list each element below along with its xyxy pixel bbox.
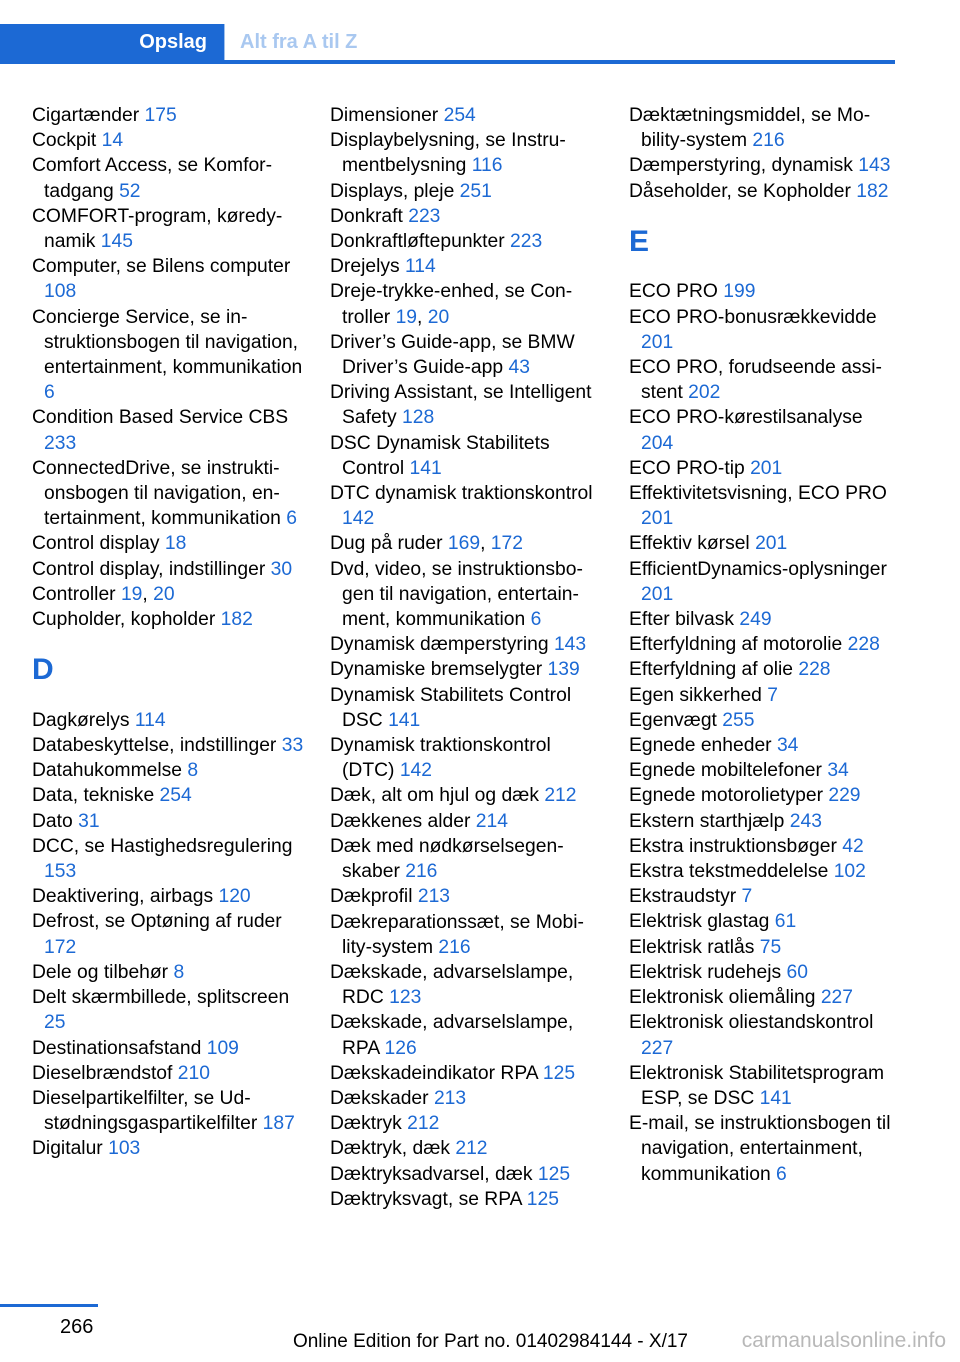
page-link[interactable]: 125 <box>542 1062 576 1084</box>
page-link[interactable]: 125 <box>537 1163 571 1185</box>
page-link[interactable]: 216 <box>438 936 471 958</box>
page-link[interactable]: 43 <box>508 357 530 379</box>
page-link[interactable]: 20 <box>427 306 450 328</box>
page-link[interactable]: 34 <box>776 735 799 757</box>
section-letter: D <box>32 653 54 687</box>
page-separator: , <box>142 583 154 605</box>
index-entry-text: Dynamisk dæmperstyring <box>330 634 554 656</box>
index-entry <box>330 481 606 531</box>
index-entry <box>629 456 899 481</box>
index-entry <box>32 103 308 128</box>
index-entry <box>629 733 899 758</box>
index-entry-text: Dynamiske bremselygter <box>330 659 548 681</box>
page-link[interactable]: 6 <box>286 508 297 530</box>
page-link[interactable]: 6 <box>776 1163 787 1185</box>
index-entry <box>629 1061 899 1111</box>
index-entry-text: Dæktryk <box>330 1113 408 1135</box>
index-entry <box>330 229 606 254</box>
page-link[interactable]: 243 <box>789 810 822 832</box>
index-entry <box>629 960 899 985</box>
page-link[interactable]: 216 <box>752 130 785 152</box>
page-link[interactable]: 52 <box>119 180 141 202</box>
index-entry <box>330 204 606 229</box>
index-entry-text: Efterfyldning af motorolie <box>629 634 848 656</box>
index-entry-text: Dato <box>32 810 79 832</box>
page-link[interactable]: 75 <box>759 936 782 958</box>
index-entry-text: Dækskade, advarselslampe, RDC <box>330 961 574 1009</box>
index-entry-text: Effektiv kørsel <box>629 533 756 555</box>
page-link[interactable]: 201 <box>641 331 674 353</box>
index-entry-text: Elektronisk oliestandskontrol <box>629 1012 874 1034</box>
page-link[interactable]: 233 <box>44 432 77 454</box>
page-link[interactable]: 143 <box>858 155 891 177</box>
index-entry-text: Dvd, video, se instruktionsbogen til navigation, entertainment, kommunikation <box>330 558 583 631</box>
page-link[interactable]: 214 <box>475 810 508 832</box>
index-entry <box>32 254 308 304</box>
index-entry <box>330 531 606 556</box>
index-entry-text: Efterfyldning af olie <box>629 659 799 681</box>
page-link[interactable]: 213 <box>433 1087 467 1109</box>
page-separator: , <box>417 306 428 328</box>
page-link[interactable]: 8 <box>187 760 199 782</box>
index-entry-text: Cupholder, kopholder <box>32 609 221 631</box>
page-link[interactable]: 18 <box>164 533 187 555</box>
page-link[interactable]: 227 <box>820 987 853 1009</box>
page-link[interactable]: 212 <box>455 1138 488 1160</box>
page-link[interactable]: 175 <box>144 105 177 126</box>
index-entry <box>629 909 899 934</box>
index-entry <box>330 632 606 657</box>
page-link[interactable]: 108 <box>44 281 77 303</box>
index-entry <box>330 103 606 128</box>
index-entry <box>629 355 899 405</box>
index-entry <box>629 859 899 884</box>
page-link[interactable]: 216 <box>405 861 438 883</box>
page-link[interactable]: 153 <box>44 861 77 883</box>
index-entry-text: Dækkenes alder <box>330 810 476 832</box>
index-entry <box>629 884 899 909</box>
index-entry-text: Dæmperstyring, dynamisk <box>629 155 859 177</box>
index-entry-text: COMFORT-program, køredynamik <box>32 205 283 253</box>
index-entry-text: Elektronisk Stabilitetsprogram ESP, se DSC <box>629 1062 885 1109</box>
index-entry <box>330 179 606 204</box>
page-link[interactable]: 249 <box>739 609 772 631</box>
index-entry <box>32 456 308 532</box>
page-link[interactable]: 199 <box>723 281 756 303</box>
index-entry <box>32 834 308 884</box>
index-entry <box>629 985 899 1010</box>
page-link[interactable]: 34 <box>827 760 849 782</box>
index-entry <box>629 683 899 708</box>
index-entry-text: Egnede mobiltelefoner <box>629 760 828 782</box>
index-entry <box>330 733 606 783</box>
index-entry <box>330 1010 606 1060</box>
index-entry-text: ConnectedDrive, se instruktionsbogen til navigation, entertainment, kommunikation <box>32 457 287 530</box>
page-link[interactable]: 6 <box>44 382 55 404</box>
index-entry <box>629 657 899 682</box>
index-entry-text: Dagkørelys <box>32 709 135 731</box>
header-rule <box>0 60 895 64</box>
index-entry <box>629 708 899 733</box>
index-entry-text: Dåseholder, se Kopholder <box>629 180 857 202</box>
page-link[interactable]: 7 <box>741 886 753 908</box>
index-entry-text: Dug på ruder <box>330 533 448 555</box>
index-entry <box>629 481 899 531</box>
index-column-2 <box>330 103 606 1212</box>
index-entry-text: ECO PRO, forudseende assistent <box>629 357 882 404</box>
page-link[interactable]: 202 <box>688 382 721 404</box>
page-link[interactable]: 139 <box>547 659 580 681</box>
index-entry-text: Ekstern starthjælp <box>629 810 790 832</box>
index-entry <box>629 1111 899 1187</box>
page-link[interactable]: 223 <box>510 231 543 253</box>
index-entry <box>32 985 308 1035</box>
index-entry <box>32 531 308 556</box>
page-link[interactable]: 201 <box>755 533 788 555</box>
index-entry <box>32 204 308 254</box>
index-entry-text: Controller <box>32 583 121 605</box>
index-entry-text: ECO PRO-bonusrækkevidde <box>629 306 877 328</box>
page-link[interactable]: 169 <box>447 533 481 555</box>
index-entry <box>629 607 899 632</box>
index-entry-text: Egnede enheder <box>629 735 777 757</box>
index-column-1 <box>32 103 308 1162</box>
page-link[interactable]: 19 <box>120 583 143 605</box>
index-entry <box>32 128 308 153</box>
index-entry <box>330 960 606 1010</box>
index-entry <box>330 1061 606 1086</box>
index-entry-text: Efter bilvask <box>629 609 740 631</box>
page-link[interactable]: 212 <box>544 785 577 807</box>
page-link[interactable]: 60 <box>786 961 808 983</box>
index-entry-text: Data, tekniske <box>32 785 160 807</box>
index-entry-text: Computer, se Bilens computer <box>32 256 291 278</box>
index-entry <box>629 758 899 783</box>
index-entry <box>330 683 606 733</box>
index-entry <box>629 153 899 178</box>
index-entry-text: ECO PRO <box>629 281 724 303</box>
index-entry-text: Dæktryk, dæk <box>330 1138 456 1160</box>
page-link[interactable]: 210 <box>177 1062 210 1084</box>
page-link[interactable]: 120 <box>218 886 251 908</box>
index-entry <box>32 733 308 758</box>
page-link[interactable]: 227 <box>641 1037 674 1059</box>
tab-opslag[interactable]: Opslag <box>0 24 224 60</box>
index-entry <box>32 960 308 985</box>
index-entry <box>32 1061 308 1086</box>
page-link[interactable]: 223 <box>408 205 441 227</box>
index-entry <box>629 279 899 304</box>
index-entry <box>32 909 308 959</box>
page-link[interactable]: 8 <box>173 961 185 983</box>
page-link[interactable]: 254 <box>159 785 192 807</box>
index-entry-text: Cockpit <box>32 130 102 152</box>
index-entry <box>32 783 308 808</box>
index-entry-text: Dækskader <box>330 1087 434 1109</box>
page-link[interactable]: 141 <box>388 709 421 731</box>
page-link[interactable]: 145 <box>100 231 133 253</box>
page-link[interactable]: 103 <box>108 1138 141 1160</box>
page-link[interactable]: 212 <box>407 1113 440 1135</box>
index-entry-text: ECO PRO-tip <box>629 457 751 479</box>
index-entry-text: DTC dynamisk traktionskontrol <box>330 483 593 505</box>
tab-separator <box>224 24 225 60</box>
index-entry-text: Displays, pleje <box>330 180 460 202</box>
page-link[interactable]: 25 <box>44 1012 66 1034</box>
index-entry-text: Dækreparationssæt, se Mobility-system <box>330 911 584 958</box>
index-entry-text: Driver’s Guide-app, se BMW Driver’s Guide-app <box>330 331 575 379</box>
index-entry <box>330 1162 606 1187</box>
index-entry-text: Digitalur <box>32 1138 109 1160</box>
index-entry <box>32 405 308 455</box>
index-entry <box>330 783 606 808</box>
index-entry-text: Dieselbrændstof <box>32 1062 178 1084</box>
page-link[interactable]: 31 <box>78 810 100 832</box>
page-link[interactable]: 201 <box>641 508 674 530</box>
index-entry-text: Ekstra tekstmeddelelse <box>629 861 834 883</box>
page-link[interactable]: 254 <box>443 105 476 126</box>
index-entry-text: Dele og tilbehør <box>32 961 174 983</box>
index-entry-text: Deaktivering, airbags <box>32 886 219 908</box>
index-entry-text: DCC, se Hastighedsregulering <box>32 835 293 857</box>
index-entry <box>32 809 308 834</box>
page-link[interactable]: 33 <box>281 735 304 757</box>
index-entry-text: Dynamisk Stabilitets Control DSC <box>330 684 572 731</box>
page-link[interactable]: 182 <box>856 180 889 202</box>
index-entry <box>629 809 899 834</box>
index-entry-text: Dæktryksadvarsel, dæk <box>330 1163 538 1185</box>
index-entry-text: Dreje-trykke-enhed, se Controller <box>330 281 573 328</box>
index-column-3 <box>629 103 899 1187</box>
index-entry <box>330 330 606 380</box>
index-entry-text: Condition Based Service CBS <box>32 407 289 429</box>
index-entry <box>629 103 899 153</box>
index-entry <box>629 935 899 960</box>
index-entry-text: Dækprofil <box>330 886 418 908</box>
index-entry <box>32 758 308 783</box>
index-entry <box>32 582 308 607</box>
index-entry <box>629 557 899 607</box>
page-link[interactable]: 19 <box>395 306 418 328</box>
index-entry-text: Elektronisk oliemåling <box>629 987 821 1009</box>
page-link[interactable]: 7 <box>767 684 778 706</box>
page-link[interactable]: 14 <box>101 130 124 152</box>
index-entry-text: Comfort Access, se Komfortadgang <box>32 155 273 202</box>
index-entry-text: Dynamisk traktionskontrol (DTC) <box>330 735 551 782</box>
index-entry-text: Elektrisk rudehejs <box>629 961 787 983</box>
page-link[interactable]: 141 <box>409 457 442 479</box>
edition-note: Online Edition for Part no. 01402984144 - X/17 <box>292 1331 688 1352</box>
index-entry <box>32 305 308 406</box>
page-link[interactable]: 142 <box>342 508 375 530</box>
index-entry-text: Dækskade, advarselslampe, RPA <box>330 1012 574 1059</box>
index-entry-text: Effektivitetsvisning, ECO PRO <box>629 483 887 505</box>
index-entry-text: Egnede motorolietyper <box>629 785 829 807</box>
index-entry <box>330 834 606 884</box>
page-link[interactable]: 128 <box>402 407 435 429</box>
index-entry-text: Concierge Service, se instruktionsbogen til navigation, entertainment, kommunikation <box>32 306 303 379</box>
index-entry <box>32 607 308 632</box>
index-entry-text: Drejelys <box>330 256 405 278</box>
page-link[interactable]: 172 <box>490 533 523 555</box>
index-entry-text: Driving Assistant, se Intelligent Safety <box>330 382 592 429</box>
index-entry <box>330 1136 606 1161</box>
index-entry <box>629 1010 899 1060</box>
index-entry-text: Displaybelysning, se Instrumentbelysning <box>330 130 566 177</box>
index-entry <box>330 809 606 834</box>
index-entry <box>32 557 308 582</box>
index-entry-text: Cigartænder <box>32 105 145 126</box>
index-entry <box>330 128 606 178</box>
index-entry-text: Dæk, alt om hjul og dæk <box>330 785 545 807</box>
page-link[interactable]: 42 <box>842 835 864 857</box>
index-entry <box>32 1036 308 1061</box>
page-link[interactable]: 204 <box>641 432 674 454</box>
page-link[interactable]: 20 <box>153 583 175 605</box>
index-entry <box>330 1086 606 1111</box>
index-entry <box>330 254 606 279</box>
index-entry <box>629 179 899 204</box>
page-link[interactable]: 228 <box>798 659 831 681</box>
index-entry-text: EfficientDynamics-oplysninger <box>629 558 887 580</box>
index-entry <box>629 531 899 556</box>
index-entry-text: Datahukommelse <box>32 760 188 782</box>
header <box>0 24 895 64</box>
index-entry <box>32 153 308 203</box>
tab-alt-fra-a-til-z[interactable]: Alt fra A til Z <box>240 30 358 53</box>
index-entry-text: Destinationsafstand <box>32 1037 207 1059</box>
page-link[interactable]: 102 <box>833 861 866 883</box>
page-link[interactable]: 6 <box>530 609 542 631</box>
index-entry-text: Dæk med nødkørselsegenskaber <box>330 835 564 883</box>
page-link[interactable]: 126 <box>384 1037 417 1059</box>
page-link[interactable]: 182 <box>220 609 253 631</box>
index-entry-text: ECO PRO-kørestilsanalyse <box>629 407 863 429</box>
page-link[interactable]: 61 <box>774 911 797 933</box>
index-entry-text: E-mail, se instruktionsbogen til navigation, entertainment, kommunikation <box>629 1113 891 1185</box>
watermark: carmanualsonline.info <box>741 1329 946 1352</box>
page-number: 266 <box>60 1316 94 1338</box>
page-link[interactable]: 172 <box>44 936 77 958</box>
page-link[interactable]: 187 <box>262 1113 295 1135</box>
index-entry-text: Egen sikkerhed <box>629 684 768 706</box>
page-link[interactable]: 123 <box>389 987 422 1009</box>
page-link[interactable]: 125 <box>526 1188 559 1210</box>
index-entry <box>629 305 899 355</box>
index-entry <box>32 884 308 909</box>
index-entry-text: Delt skærmbillede, splitscreen <box>32 987 290 1009</box>
page-link[interactable]: 229 <box>828 785 861 807</box>
footer-rule <box>0 1304 98 1307</box>
page-link[interactable]: 201 <box>641 583 674 605</box>
page-link[interactable]: 251 <box>459 180 492 202</box>
page-link[interactable]: 114 <box>405 256 436 278</box>
page-link[interactable]: 143 <box>553 634 587 656</box>
index-entry <box>330 1187 606 1212</box>
index-entry-text: Donkraftløftepunkter <box>330 231 511 253</box>
index-entry-text: Dimensioner <box>330 105 444 126</box>
page-link[interactable]: 213 <box>417 886 451 908</box>
page-link[interactable]: 109 <box>206 1037 239 1059</box>
index-entry-text: Control display, indstillinger <box>32 558 271 580</box>
index-entry-text: Dækskadeindikator RPA <box>330 1062 543 1084</box>
index-entry-text: Control display <box>32 533 165 555</box>
index-entry-text: Ekstraudstyr <box>629 886 742 908</box>
page-link[interactable]: 141 <box>759 1087 792 1109</box>
index-entry <box>330 431 606 481</box>
index-entry <box>330 279 606 329</box>
page-link[interactable]: 255 <box>722 709 755 731</box>
index-entry <box>629 632 899 657</box>
index-entry-text: Defrost, se Optøning af ruder <box>32 911 282 933</box>
section-letter: E <box>629 224 650 258</box>
index-entry-text: DSC Dynamisk Stabilitets Control <box>330 432 550 479</box>
index-entry-text: Databeskyttelse, indstillinger <box>32 735 282 757</box>
index-entry <box>32 708 308 733</box>
index-entry-text: Ekstra instruktionsbøger <box>629 835 843 857</box>
index-entry-text: Dieselpartikelfilter, se Udstødningsgaspartikelfilter <box>32 1087 263 1135</box>
index-entry <box>330 557 606 633</box>
index-entry-text: Elektrisk ratlås <box>629 936 760 958</box>
index-entry-text: Donkraft <box>330 205 409 227</box>
index-entry <box>330 910 606 960</box>
index-entry <box>629 405 899 455</box>
page-link[interactable]: 142 <box>399 760 432 782</box>
page-link[interactable]: 114 <box>134 709 166 731</box>
index-entry <box>330 884 606 909</box>
index-entry <box>32 1086 308 1136</box>
index-entry <box>629 834 899 859</box>
page-link[interactable]: 116 <box>471 155 503 177</box>
index-entry <box>629 783 899 808</box>
index-entry-text: Elektrisk glastag <box>629 911 775 933</box>
index-entry-text: Dæktætningsmiddel, se Mobility-system <box>629 105 871 152</box>
index-entry <box>330 380 606 430</box>
page-link[interactable]: 201 <box>750 457 783 479</box>
index-entry <box>32 1136 308 1161</box>
index-entry-text: Dæktryksvagt, se RPA <box>330 1188 527 1210</box>
page-link[interactable]: 30 <box>270 558 293 580</box>
page-link[interactable]: 228 <box>847 634 880 656</box>
page-separator: , <box>480 533 491 555</box>
index-entry-text: Egenvægt <box>629 709 723 731</box>
index-entry <box>330 1111 606 1136</box>
index-entry <box>330 657 606 682</box>
